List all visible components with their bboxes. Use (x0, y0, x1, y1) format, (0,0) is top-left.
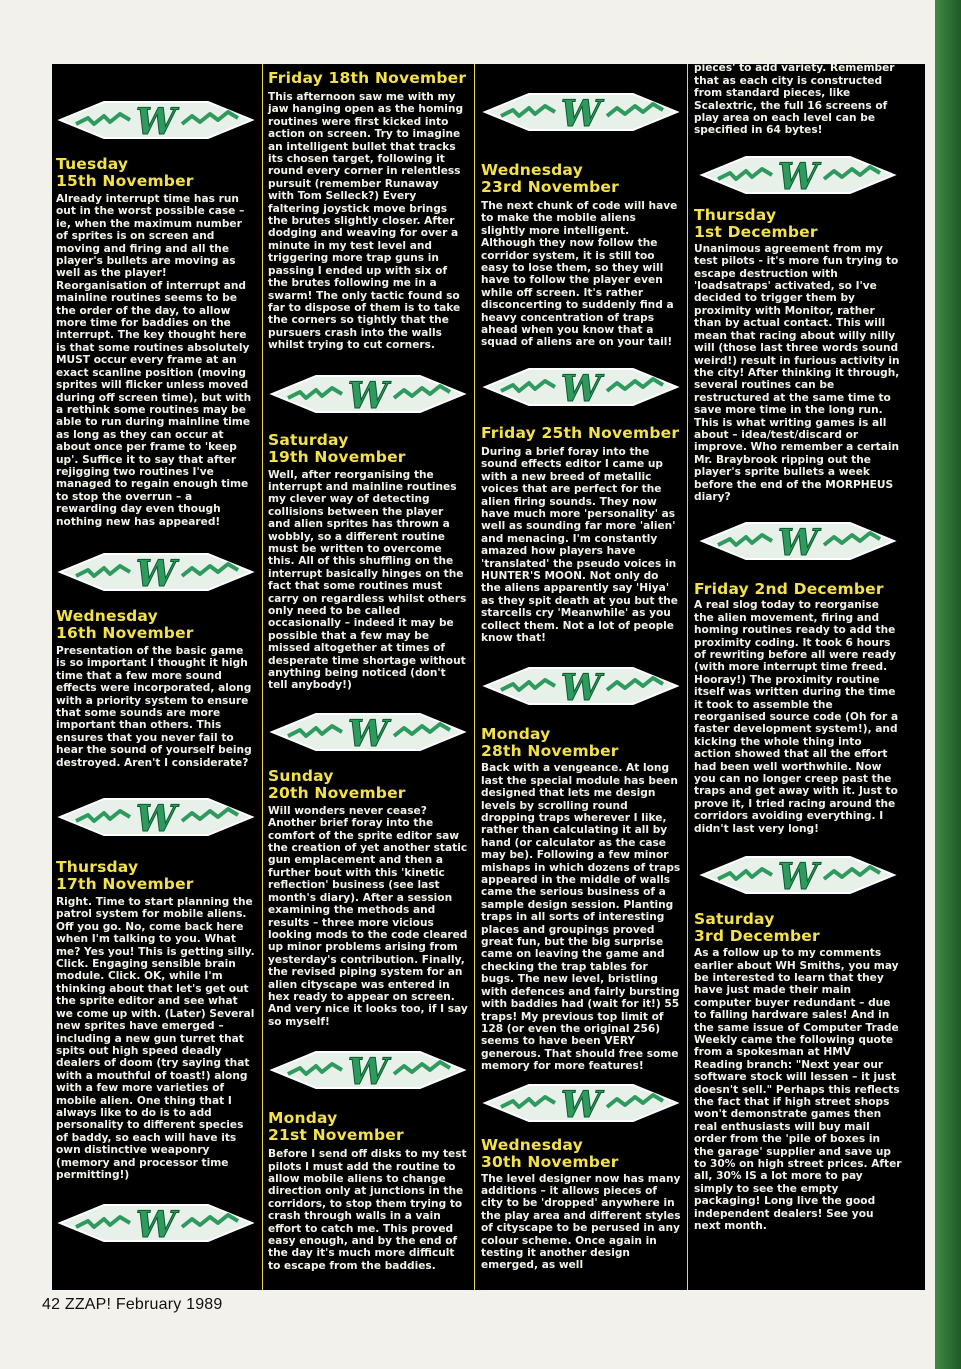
entry-heading (268, 432, 468, 466)
svg-text:W: W (135, 1204, 177, 1247)
entry-day: Thursday (694, 205, 777, 224)
entry-heading (481, 726, 681, 760)
entry-heading (481, 425, 681, 442)
entry-day: Monday (481, 725, 551, 744)
entry-date: 20th November (268, 783, 406, 802)
entry-day: Friday 2nd December (694, 580, 884, 599)
zzap-w-logo-icon (483, 359, 679, 415)
entry-body: As a follow up to my comments earlier about WH Smiths, you may be interested to learn that they have just made their main computer buyer redundant – due to falling hardware sales! And in the same issue of Computer Trade Weekly came the following quote from a spokesman at HMV Reading branch: "Next year our software stock will lessen – it just doesn't sell." Perhaps this reflects the fact that if high street shops won't demonstrate games then real enthusiasts will buy mail order from the 'pile of boxes in the garage' supplier and save up to 30% on high street prices. After all, 30% IS a lot more to pay simply to see the empty packaging! Long live the good independent dealers! See you next month. (694, 947, 902, 1233)
entry-body: Well, after reorganising the interrupt and mainline routines my clever way of detecting collisions between the player and alien sprites has thrown a wobbly, so a different routine must be written to overcome this. All of this shuffling on the interrupt basically hinges on the fact that some routines must carry on regardless whilst others only need to be called occasionally – indeed it may be possible that a few may be missed altogether at times of desperate time shortage without anything being noticed (don't tell anybody!) (268, 468, 467, 692)
entry-day: Thursday (56, 858, 139, 877)
svg-text:W: W (347, 712, 389, 755)
entry-day: Tuesday (56, 155, 129, 173)
column-divider (474, 64, 475, 1290)
entry-heading (56, 608, 256, 642)
column-divider (687, 64, 688, 1290)
entry-date: 23rd November (481, 178, 619, 196)
zzap-w-logo-icon (58, 789, 254, 845)
column-4 (694, 50, 902, 1290)
entry-heading (481, 162, 681, 196)
zzap-w-logo-icon (483, 84, 679, 140)
entry-date: 17th November (56, 875, 194, 894)
column-1 (56, 64, 256, 1290)
entry-day: Sunday (268, 766, 334, 785)
zzap-w-logo-icon (700, 147, 896, 203)
entry-date: 15th November (56, 172, 194, 190)
zzap-w-logo-icon (270, 366, 466, 422)
svg-text:W: W (135, 798, 177, 841)
entry-body: Already interrupt time has run out in the worst possible case – ie, when the maximum number of sprites is on screen and moving and firing and all the player's bullets are moving as well as the player! Reorganisation of interrupt and mainline routines seems to be the order of the day, to allow more time for baddies on the interrupt. The key thought here is that some routines absolutely MUST occur every frame at an exact scanline position (moving sprites will flicker unless moved during off screen time), but with a rethink some routines may be able to run during mainline time as long as they can occur at about once per frame to 'keep up'. Suffice it to say that after rejigging two routines I've managed to regain enough time to stop the overrun – a rewarding day even though nothing new has appeared! (56, 193, 252, 528)
entry-heading (268, 768, 468, 802)
svg-text:W: W (777, 155, 819, 198)
entry-date: 1st December (694, 222, 818, 241)
entry-date: 19th November (268, 447, 406, 466)
svg-text:W: W (777, 522, 819, 565)
entry-day: Wednesday (56, 606, 158, 625)
entry-day: Friday 25th November (481, 423, 680, 442)
entry-body: Will wonders never cease? Another brief foray into the comfort of the sprite editor saw the creation of yet another static gun emplacement and then a further bout with this 'kinetic reflection' business (see last month's diary). After a session examining the methods and results – three more vicious looking mods to the code cleared up minor problems arising from yesterday's contribution. Finally, the revised piping system for an alien cityscape was entered in hex ready to appear on screen. And very nice it looks too, if I say so myself! (268, 804, 468, 1028)
entry-date: 28th November (481, 742, 619, 761)
entry-heading (694, 911, 902, 945)
zzap-w-logo-icon (58, 92, 254, 148)
entry-day: Wednesday (481, 161, 583, 179)
zzap-w-logo-icon (270, 1042, 466, 1098)
svg-text:W: W (135, 101, 177, 143)
entry-heading (56, 859, 256, 893)
entry-body: Right. Time to start planning the patrol system for mobile aliens. Off you go. No, come back here when I'm talking to you. What me? Yes you! This is getting silly. Click. Engaging sensible brain module. Click. OK, while I'm thinking about that let's get out the sprite editor and see what we come up with. (Later) Several new sprites have emerged – including a new gun turret that spits out high speed deadly dealers of doom (try saying that with a mouthful of toast!) along with a few more varieties of mobile alien. One thing that I always like to do is to add personality to different species of baddy, so each will have its own distinctive weaponry (memory and processor time permitting!) (56, 896, 255, 1181)
entry-heading (694, 207, 902, 241)
entry-body: During a brief foray into the sound effects editor I came up with a new breed of metallic voices that are perfect for the alien firing sounds. They now have much more 'personality' as well as sounding far more 'alien' and menacing. I'm constantly amazed how players have 'translated' the pseudo voices in HUNTER'S MOON. Not only do the aliens apparently say 'Hiya' as they spit death at you but the starcells cry 'Meanwhile' as you collect them. Not a lot of people know that! (481, 445, 678, 644)
column-2 (268, 64, 468, 1290)
entry-date: 21st November (268, 1126, 404, 1145)
zzap-w-logo-icon (270, 704, 466, 760)
svg-text:W: W (560, 667, 602, 710)
entry-heading (694, 581, 902, 598)
entry-heading (268, 1110, 468, 1144)
zzap-w-logo-icon (58, 544, 254, 600)
svg-text:W: W (777, 856, 819, 899)
entry-body: Before I send off disks to my test pilots I must add the routine to allow mobile aliens to change direction only at junctions in the corridors, to stop them trying to crash through walls in a vain effort to catch me. This proved easy enough, and by the end of the day it's much more difficult to escape from the baddies. (268, 1148, 467, 1272)
svg-text:W: W (135, 552, 177, 595)
page-number: 42 (42, 1296, 61, 1313)
zzap-w-logo-icon (58, 1195, 254, 1251)
page-edge (935, 0, 961, 1369)
entry-heading (268, 70, 468, 87)
entry-body: This afternoon saw me with my jaw hanging open as the homing routines were first kicked into action on screen. Try to imagine an intelligent bullet that tracks its chosen target, following it round every corner in relentless pursuit (remember Runaway with Tom Selleck?) Every faltering joystick move brings the brutes slightly closer. After dodging and weaving for over a minute in my test level and triggering more trap guns in passing I ended up with six of the brutes following me in a swarm! The only tactic found so far to dispose of them is to take the corners so tightly that the pursuers crash into the walls whilst trying to cut corners. (268, 91, 464, 352)
issue-label: ZZAP! February 1989 (64, 1296, 223, 1313)
entry-day: Friday 18th November (268, 69, 467, 87)
entry-body: Unanimous agreement from my test pilots - it's more fun trying to escape destruction with 'loadsatraps' activated, so I've decided to trigger them by proximity with Monitor, rather than by actual contact. This will mean that racing about willy nilly will (those last three words sound weird!) result in furious activity in the city! After thinking it through, several routines can be restructured at the same time to save more time in the long run. This is what writing games is all about – idea/test/discard or improve. Who remember a certain Mr. Braybrook ripping out the player's sprite bullets a week before the end of the MORPHEUS diary? (694, 242, 900, 503)
zzap-w-logo-icon (700, 847, 896, 903)
entry-body: A real slog today to reorganise the alien movement, firing and homing routines ready to add the proximity coding. It took 6 hours of rewriting before all were ready (with more interrupt time freed. Hooray!) The proximity routine itself was written during the time it took to assemble the reorganised source code (Oh for a faster development system!), and kicking the whole thing into action showed that all the effort had been well worthwhile. Now you can no longer creep past the traps and get away with it. Just to prove it, I tried racing around the corridors avoiding everything. I didn't last very long! (694, 599, 899, 835)
entry-body: The next chunk of code will have to make the mobile aliens slightly more intelligent. Although they now follow the corridor system, it is still too easy to lose them, so they will have to follow the player even while off screen. It's rather disconcerting to suddenly find a heavy concentration of traps ahead when you know that a squad of aliens are on your tail! (481, 200, 678, 349)
svg-text:W: W (560, 1083, 602, 1126)
svg-text:W: W (347, 374, 389, 417)
entry-date: 30th November (481, 1152, 619, 1171)
column-divider (262, 64, 263, 1290)
svg-text:W: W (560, 93, 602, 135)
entry-date: 16th November (56, 623, 194, 642)
entry-day: Monday (268, 1109, 338, 1128)
svg-text:W: W (347, 1051, 389, 1094)
entry-body: The level designer now has many additions – it allows pieces of city to be 'dropped' anywhere in the play area and different styles of cityscape to be perused in any colour scheme. Once again in testing it another design emerged, as well (481, 1172, 681, 1272)
column-3 (481, 64, 681, 1290)
entry-body: Back with a vengeance. At long last the special module has been designed that lets me design levels by scrolling round dropping traps wherever I like, rather than calculating it all by hand (or calculator as the case may be). Following a few minor mishaps in which dozens of traps appeared in the middle of walls came the serious business of a sample design session. Planting traps in all sorts of interesting places and groupings proved great fun, but the big surprise came on leaving the game and checking the trap tables for bugs. The new level, bristling with defences and fairly bursting with baddies had (wait for it!) 55 traps! My previous top limit of 128 (or even the original 256) seems to have been VERY generous. That should free some memory for more features! (481, 762, 681, 1073)
entry-body: Presentation of the basic game is so important I thought it high time that a few more sound effects were incorporated, along with a priority system to ensure that some sounds are more important than others. This ensures that you never fail to hear the sound of yourself being destroyed. Aren't I considerate? (56, 644, 252, 769)
entry-heading (481, 1137, 681, 1171)
zzap-w-logo-icon (700, 513, 896, 569)
entry-date: 3rd December (694, 927, 820, 946)
entry-heading (56, 156, 256, 190)
svg-text:W: W (560, 367, 602, 410)
entry-body: as some ideas for extra 'city pieces' to add variety. Remember that as each city is constructed from standard pieces, like Scalextric, the full 16 screens of play area on each level can be specified in 64 bytes! (694, 50, 895, 137)
entry-day: Saturday (268, 430, 349, 449)
entry-day: Saturday (694, 910, 775, 929)
zzap-w-logo-icon (483, 1075, 679, 1131)
page-footer (42, 1296, 223, 1314)
zzap-w-logo-icon (483, 658, 679, 714)
entry-day: Wednesday (481, 1135, 583, 1154)
